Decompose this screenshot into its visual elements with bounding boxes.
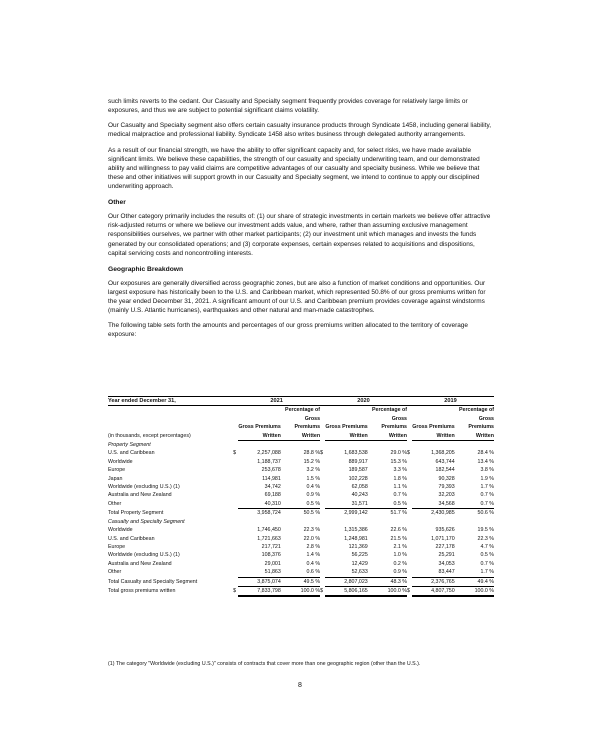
percentage-value: 50.5 % xyxy=(281,509,320,518)
gross-premium-value: 889,917 xyxy=(348,458,368,465)
row-label: Other xyxy=(108,501,122,508)
row-label: Australia and New Zealand xyxy=(108,492,172,499)
percentage-value: 0.4 % xyxy=(306,560,321,567)
gross-premium-value: 1,071,170 xyxy=(431,535,455,542)
gross-premium-value: 2,376,765 xyxy=(412,577,454,586)
year-header: 2020 xyxy=(320,397,407,406)
percentage-value: 1.7 % xyxy=(480,484,494,491)
paragraph: Our Other category primarily includes the results of: (1) our share of strategic investments in certain markets we believe offer attractive risk-adjusted returns or where we believe our investment adds value, and where, rather than assuming exclusive management responsibilities ourselves, we partner with other market participants; (2) our investment unit which manages and invests the funds generated by our consolidated operations; and (3) corporate expenses, certain expenses related to acquisitions and dispositions, capital servicing costs and noncontrolling interests. xyxy=(108,213,491,257)
currency-symbol: $ xyxy=(407,450,410,457)
currency-symbol: $ xyxy=(233,450,237,457)
gross-premium-value: 79,393 xyxy=(438,484,455,491)
percentage-value: 21.5 % xyxy=(390,535,407,542)
section-heading-geographic: Geographic Breakdown xyxy=(108,265,184,273)
percentage-value: 1.0 % xyxy=(393,552,407,559)
row-label: Total gross premiums written xyxy=(108,588,176,595)
percentage-value: 0.5 % xyxy=(393,500,407,507)
row-label: Australia and New Zealand xyxy=(108,560,172,567)
currency-symbol: $ xyxy=(233,588,237,595)
percentage-value: 1.8 % xyxy=(393,475,407,482)
percentage-value: 0.7 % xyxy=(480,492,494,499)
percentage-value: 1.5 % xyxy=(306,475,321,482)
year-header: 2019 xyxy=(407,397,494,406)
percentage-value: 100.0 % xyxy=(281,586,320,596)
gross-premium-value: 90,328 xyxy=(438,475,455,482)
column-header-gross: Gross Premiums Written xyxy=(325,406,367,441)
row-label: U.S. and Caribbean xyxy=(108,535,155,542)
gross-premium-value: 69,188 xyxy=(264,492,281,499)
percentage-value: 3.8 % xyxy=(480,467,494,474)
gross-premium-value: 56,225 xyxy=(351,552,368,559)
percentage-value: 22.3 % xyxy=(477,535,494,542)
row-label: Europe xyxy=(108,467,126,474)
table-row xyxy=(108,535,494,543)
paragraph: Our exposures are generally diversified across geographic zones, but are also a function of market conditions and opportunities. Our largest exposure has historically been to the U.S. and Caribbean market, which represented 50.8% of our gross premiums written for the year ended December 31, 2021. A significant amount of our U.S. and Caribbean premium provides coverage against windstorms (mainly U.S. Atlantic hurricanes), earthquakes and other natural and man-made catastrophes. xyxy=(108,279,486,314)
row-label: Total Casualty and Specialty Segment xyxy=(108,578,198,585)
gross-premium-value: 34,053 xyxy=(438,560,455,567)
currency-symbol: $ xyxy=(320,450,324,457)
percentage-value: 49.5 % xyxy=(281,577,320,586)
percentage-value: 51.7 % xyxy=(368,509,407,518)
gross-premium-value: 1,248,981 xyxy=(344,535,368,542)
paragraph: Our Casualty and Specialty segment also offers certain casualty insurance products through Syndicate 1458, including general liability, medical malpractice and professional liability. Syndicate 1458 also writes business through delegated authority arrangements. xyxy=(108,122,492,139)
column-header-row xyxy=(108,406,494,441)
row-label: Japan xyxy=(108,475,123,482)
gross-premium-value: 62,058 xyxy=(351,484,368,491)
year-header: 2021 xyxy=(233,397,320,406)
gross-premium-value: 1,683,538 xyxy=(344,450,368,457)
row-label: U.S. and Caribbean xyxy=(108,450,155,457)
table-row xyxy=(108,458,494,466)
gross-premium-value: 1,188,737 xyxy=(257,458,281,465)
percentage-value: 13.4 % xyxy=(477,458,494,465)
section-title-row xyxy=(108,441,494,450)
gross-premium-value: 32,203 xyxy=(438,492,455,499)
gross-premium-value: 25,291 xyxy=(438,552,455,559)
percentage-value: 0.2 % xyxy=(393,560,407,567)
table-row xyxy=(108,551,494,559)
percentage-value: 4.7 % xyxy=(480,543,494,550)
table-row xyxy=(108,509,494,518)
percentage-value: 0.9 % xyxy=(306,492,321,499)
column-header-gross: Gross Premiums Written xyxy=(412,406,454,441)
gross-premium-value: 1,315,386 xyxy=(344,527,368,534)
column-header-gross: Gross Premiums Written xyxy=(238,406,280,441)
gross-premium-value: 34,568 xyxy=(438,500,455,507)
column-header-percentage: Percentage of Gross Premiums Written xyxy=(368,406,407,441)
row-label: Total Property Segment xyxy=(108,510,164,517)
percentage-value: 1.7 % xyxy=(480,569,494,576)
percentage-value: 0.7 % xyxy=(480,500,494,507)
section-title: Casualty and Specialty Segment xyxy=(108,518,185,525)
paragraph: such limits reverts to the cedant. Our Casualty and Specialty segment frequently provides coverage for relatively large limits or exposures, and thus we are subject to potential significant claims volatility. xyxy=(108,98,468,115)
percentage-value: 100.0 % xyxy=(368,586,407,596)
table-row xyxy=(108,560,494,568)
row-label: Europe xyxy=(108,543,126,550)
percentage-value: 1.4 % xyxy=(306,552,321,559)
gross-premium-value: 51,863 xyxy=(264,569,281,576)
units-label: (in thousands, except percentages) xyxy=(108,433,191,440)
table-row xyxy=(108,466,494,474)
gross-premium-value: 2,807,023 xyxy=(325,577,367,586)
gross-premium-value: 3,875,074 xyxy=(238,577,280,586)
percentage-value: 22.6 % xyxy=(390,527,407,534)
percentage-value: 48.3 % xyxy=(368,577,407,586)
section-title-row xyxy=(108,518,494,526)
row-label: Worldwide (excluding U.S.) (1) xyxy=(108,552,180,559)
percentage-value: 15.3 % xyxy=(390,458,407,465)
percentage-value: 28.8 % xyxy=(303,450,321,457)
gross-premium-value: 217,721 xyxy=(261,543,281,550)
percentage-value: 2.1 % xyxy=(393,543,407,550)
section-heading-other: Other xyxy=(108,199,126,207)
gross-premium-value: 189,587 xyxy=(348,467,368,474)
percentage-value: 0.4 % xyxy=(306,484,321,491)
footnote: (1) The category "Worldwide (excluding U.S.)" consists of contracts that cover more than one geographic region (other than the U.S.). xyxy=(108,661,421,667)
table-row xyxy=(108,577,494,586)
gross-premium-value: 1,721,663 xyxy=(257,535,281,542)
currency-symbol: $ xyxy=(407,588,410,595)
percentage-value: 0.6 % xyxy=(306,569,321,576)
gross-premium-value: 2,999,142 xyxy=(325,509,367,518)
gross-premium-value: 7,833,798 xyxy=(238,586,280,596)
gross-premium-value: 12,429 xyxy=(351,560,368,567)
gross-premium-value: 108,376 xyxy=(261,552,281,559)
table-row xyxy=(108,526,494,534)
gross-premium-value: 1,368,205 xyxy=(431,450,455,457)
row-label: Other xyxy=(108,569,122,576)
gross-premium-value: 253,678 xyxy=(261,467,281,474)
gross-premium-value: 29,001 xyxy=(264,560,281,567)
percentage-value: 19.5 % xyxy=(477,527,494,534)
percentage-value: 1.9 % xyxy=(480,475,494,482)
percentage-value: 49.4 % xyxy=(455,577,494,586)
gross-premium-value: 52,633 xyxy=(351,569,368,576)
document-body xyxy=(108,97,494,346)
percentage-value: 22.3 % xyxy=(303,527,321,534)
table-row xyxy=(108,500,494,509)
paragraph: The following table sets forth the amounts and percentages of our gross premiums written allocated to the territory of coverage exposure: xyxy=(108,322,468,339)
percentage-value: 0.9 % xyxy=(393,569,407,576)
table-row xyxy=(108,491,494,499)
currency-symbol: $ xyxy=(320,588,324,595)
percentage-value: 0.5 % xyxy=(480,552,494,559)
table-row xyxy=(108,586,494,596)
row-label: Worldwide xyxy=(108,458,133,465)
row-label: Worldwide (excluding U.S.) (1) xyxy=(108,484,180,491)
table-row xyxy=(108,543,494,551)
gross-premiums-table xyxy=(108,396,494,597)
percentage-value: 2.8 % xyxy=(306,543,321,550)
gross-premium-value: 2,257,088 xyxy=(257,450,281,457)
table-row xyxy=(108,568,494,577)
gross-premium-value: 83,447 xyxy=(438,569,455,576)
gross-premium-value: 2,430,985 xyxy=(412,509,454,518)
section-title: Property Segment xyxy=(108,442,151,449)
percentage-value: 3.2 % xyxy=(306,467,321,474)
percentage-value: 22.0 % xyxy=(303,535,321,542)
percentage-value: 15.2 % xyxy=(303,458,321,465)
table-row xyxy=(108,475,494,483)
gross-premium-value: 1,746,450 xyxy=(257,527,281,534)
gross-premium-value: 643,744 xyxy=(435,458,455,465)
row-label: Worldwide xyxy=(108,527,133,534)
percentage-value: 3.3 % xyxy=(393,467,407,474)
gross-premium-value: 40,310 xyxy=(264,500,281,507)
percentage-value: 0.7 % xyxy=(393,492,407,499)
percentage-value: 0.7 % xyxy=(480,560,494,567)
column-header-percentage: Percentage of Gross Premiums Written xyxy=(281,406,320,441)
gross-premium-value: 182,544 xyxy=(435,467,455,474)
year-label: Year ended December 31, xyxy=(108,397,233,406)
percentage-value: 100.0 % xyxy=(455,586,494,596)
gross-premium-value: 3,958,724 xyxy=(238,509,280,518)
percentage-value: 28.4 % xyxy=(477,450,494,457)
gross-premium-value: 102,228 xyxy=(348,475,368,482)
page-number: 8 xyxy=(298,682,302,689)
percentage-value: 29.0 % xyxy=(390,450,407,457)
percentage-value: 50.6 % xyxy=(455,509,494,518)
gross-premium-value: 34,742 xyxy=(264,484,281,491)
gross-premium-value: 4,807,750 xyxy=(412,586,454,596)
year-header-row xyxy=(108,397,494,406)
percentage-value: 1.1 % xyxy=(393,484,407,491)
gross-premium-value: 40,243 xyxy=(351,492,368,499)
gross-premium-value: 5,806,165 xyxy=(325,586,367,596)
percentage-value: 0.5 % xyxy=(306,500,321,507)
table-row xyxy=(108,483,494,491)
table-row xyxy=(108,449,494,457)
gross-premium-value: 114,981 xyxy=(262,475,281,482)
gross-premium-value: 935,626 xyxy=(435,527,455,534)
column-header-percentage: Percentage of Gross Premiums Written xyxy=(455,406,494,441)
gross-premium-value: 121,369 xyxy=(348,543,368,550)
gross-premium-value: 227,178 xyxy=(435,543,455,550)
gross-premium-value: 31,571 xyxy=(351,500,368,507)
paragraph: As a result of our financial strength, we have the ability to offer significant capacity and, for select risks, we have made available significant limits. We believe these capabilities, the strength of our casualty and specialty underwriting team, and our demonstrated ability and willingness to pay valid claims are competitive advantages of our casualty and specialty business. While we believe that these and other initiatives will support growth in our Casualty and Specialty segment, we intend to continue to apply our disciplined underwriting approach. xyxy=(108,146,480,191)
